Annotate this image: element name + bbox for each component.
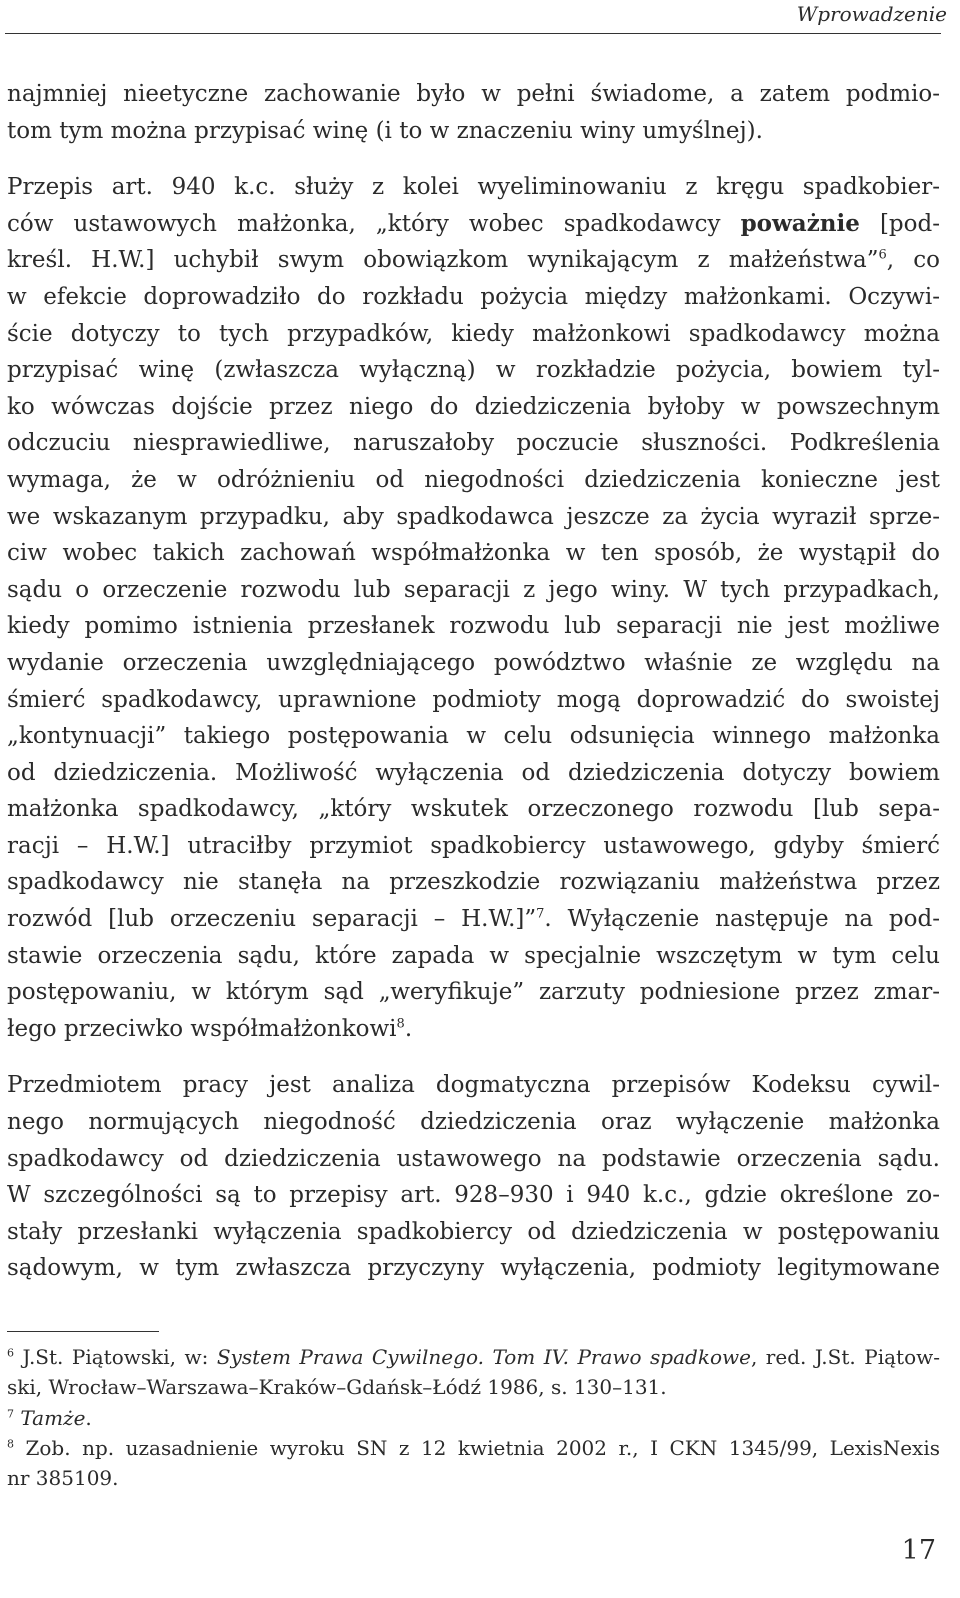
text-line [7, 242, 940, 279]
footnote-separator [7, 1331, 159, 1332]
page-header [0, 0, 960, 34]
text-line: Przedmiotem pracy jest analiza dogmatyczna przepisów Kodeksu cywil- [7, 1072, 940, 1099]
footnotes [7, 1342, 940, 1493]
text-line: kiedy pomimo istnienia przesłanek rozwodu lub separacji nie jest możliwe [7, 613, 940, 640]
text-line [7, 206, 940, 243]
footnote-line [7, 1403, 940, 1433]
text-line: sądu o orzeczenie rozwodu lub separacji z jego winy. W tych przypadkach, [7, 576, 940, 603]
text-line: postępowaniu, w którym sąd „weryfikuje” zarzuty podniesione przez zmar- [7, 979, 940, 1006]
footnote-ref: 7 [536, 906, 545, 922]
text-run: . [85, 1405, 92, 1430]
text-line [7, 1011, 940, 1048]
text-run: , co [886, 247, 940, 274]
footnote-ref: 8 [7, 1437, 14, 1451]
text-line: tom tym można przypisać winę (i to w znaczeniu winy umyślnej). [7, 117, 763, 144]
text-run: rozwód [lub orzeczeniu separacji – H.W.]” [7, 906, 537, 933]
text-line: nego normujących niegodność dziedziczenia oraz wyłączenie małżonka [7, 1109, 940, 1136]
text-line: odczuciu niesprawiedliwe, naruszałoby poczucie słuszności. Podkreślenia [7, 430, 940, 457]
text-line: sądowym, w tym zwłaszcza przyczyny wyłączenia, podmioty legitymowane [7, 1255, 940, 1282]
text-line [7, 901, 940, 938]
text-line: racji – H.W.] utraciłby przymiot spadkobiercy ustawowego, gdyby śmierć [7, 832, 940, 859]
running-header-title: Wprowadzenie [796, 2, 947, 26]
footnote-ref: 7 [7, 1406, 14, 1420]
text-run: ców ustawowych małżonka, „który wobec spadkodawcy [7, 210, 741, 237]
paragraph-gap [7, 1047, 940, 1067]
text-line: „kontynuacji” takiego postępowania w celu odsunięcia winnego małżonka [7, 723, 940, 750]
text-line: śmierć spadkodawcy, uprawnione podmioty mogą doprowadzić do swoistej [7, 686, 940, 713]
footnote-ref: 8 [396, 1016, 405, 1032]
text-line: wymaga, że w odróżnieniu od niegodności dziedziczenia konieczne jest [7, 466, 940, 493]
text-line: przypisać winę (zwłaszcza wyłączną) w rozkładzie pożycia, bowiem tyl- [7, 357, 940, 384]
text-run: System Prawa Cywilnego. Tom IV. Prawo spadkowe [216, 1345, 751, 1369]
text-line: Przepis art. 940 k.c. służy z kolei wyeliminowaniu z kręgu spadkobier- [7, 174, 940, 201]
text-line: spadkodawcy od dziedziczenia ustawowego na podstawie orzeczenia sądu. [7, 1145, 940, 1172]
text-run: , red. J.St. Piątow- [750, 1345, 940, 1369]
text-run: kreśl. H.W.] uchybił swym obowiązkom wynikającym z małżeństwa” [7, 247, 879, 274]
footnote-line: ski, Wrocław–Warszawa–Kraków–Gdańsk–Łódź 1986, s. 130–131. [7, 1375, 667, 1400]
text-line: ście dotyczy to tych przypadków, kiedy małżonkowi spadkodawcy można [7, 320, 940, 347]
paragraph-gap [7, 149, 940, 169]
footnote-line: nr 385109. [7, 1466, 119, 1491]
text-line: we wskazanym przypadku, aby spadkodawca jeszcze za życia wyraził sprze- [7, 503, 940, 530]
text-run: Zob. np. uzasadnienie wyroku SN z 12 kwietnia 2002 r., I CKN 1345/99, LexisNexis [14, 1435, 940, 1460]
footnote-ref: 6 [7, 1346, 14, 1360]
footnote-line [7, 1433, 940, 1463]
text-run: . Wyłączenie następuje na pod- [544, 906, 940, 933]
text-line: od dziedziczenia. Możliwość wyłączenia od dziedziczenia dotyczy bowiem [7, 759, 940, 786]
footnote-ref: 6 [878, 247, 887, 263]
text-run: . [404, 1015, 413, 1042]
text-line: wydanie orzeczenia uwzględniającego powództwo właśnie ze względu na [7, 649, 940, 676]
text-run: Tamże [20, 1405, 86, 1430]
text-line: ko wówczas dojście przez niego do dziedziczenia byłoby w powszechnym [7, 393, 940, 420]
text-run: [pod- [859, 210, 940, 237]
text-line: najmniej nieetyczne zachowanie było w pełni świadome, a zatem podmio- [7, 81, 940, 107]
text-line: w efekcie doprowadziło do rozkładu pożycia między małżonkami. Oczywi- [7, 283, 940, 310]
header-rule [5, 33, 941, 34]
text-line: stały przesłanki wyłączenia spadkobiercy od dziedziczenia w postępowaniu [7, 1218, 940, 1245]
text-line: W szczególności są to przepisy art. 928–930 i 940 k.c., gdzie określone zo- [7, 1182, 940, 1209]
text-line: stawie orzeczenia sądu, które zapada w specjalnie wszczętym w tym celu [7, 942, 940, 969]
text-run: łego przeciwko współmałżonkowi [7, 1015, 397, 1042]
text-line: ciw wobec takich zachowań współmałżonka w ten sposób, że wystąpił do [7, 540, 940, 567]
body-text [7, 76, 940, 1287]
text-run: poważnie [740, 209, 860, 237]
text-run: J.St. Piątowski, w: [14, 1345, 217, 1369]
footnote-line [7, 1342, 940, 1372]
page-number: 17 [901, 1535, 936, 1566]
text-line: spadkodawcy nie stanęła na przeszkodzie rozwiązaniu małżeństwa przez [7, 869, 940, 896]
text-line: małżonka spadkodawcy, „który wskutek orzeczonego rozwodu [lub sepa- [7, 796, 940, 823]
